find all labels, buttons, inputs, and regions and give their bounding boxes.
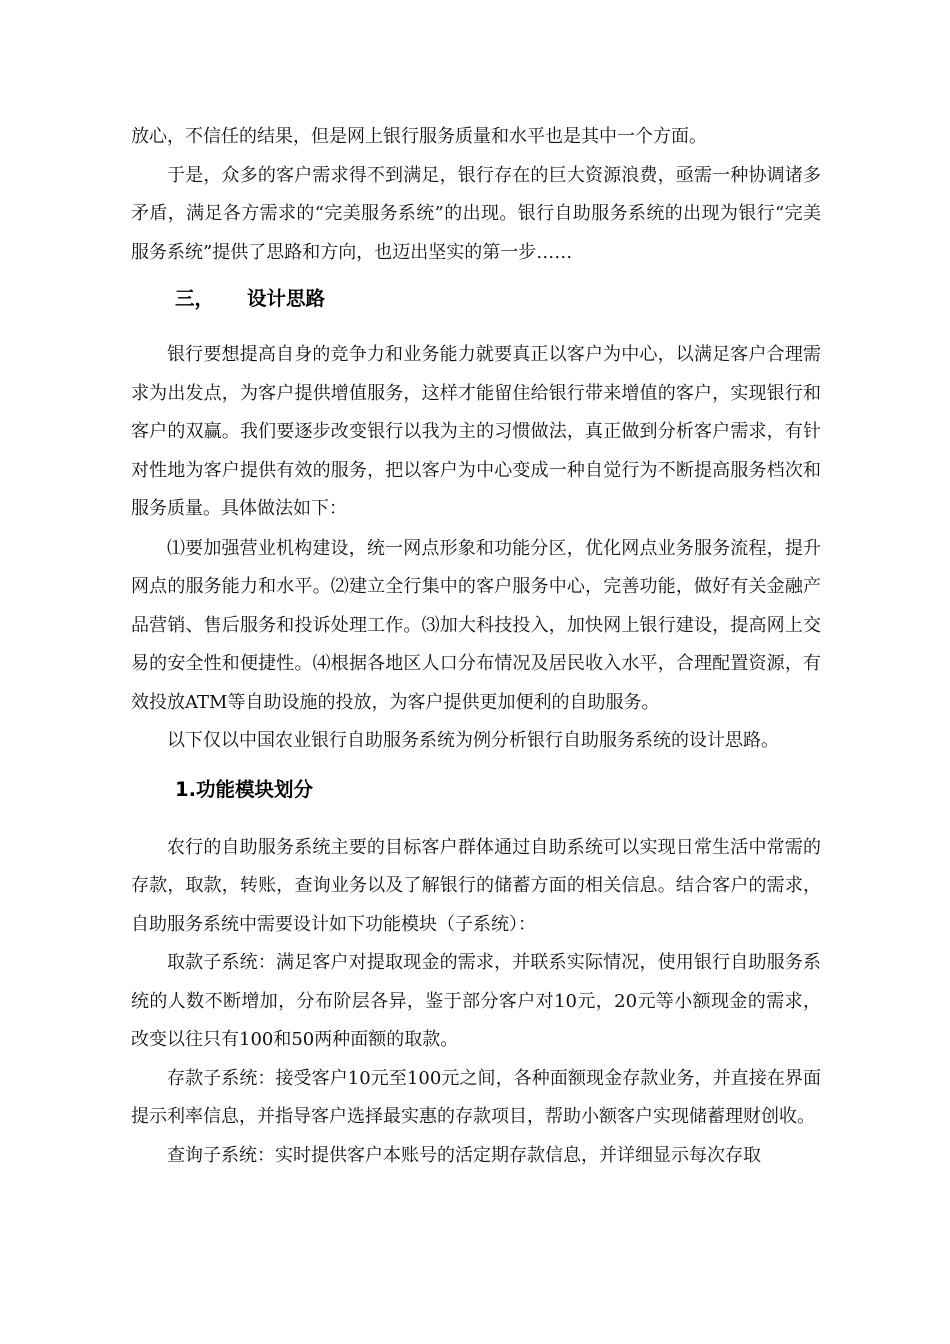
subsection-heading: 1.功能模块划分 xyxy=(175,777,313,801)
paragraph-continuation: 放心，不信任的结果，但是网上银行服务质量和水平也是其中一个方面。 xyxy=(131,126,707,147)
paragraph-measures: ⑴要加强营业机构建设，统一网点形象和功能分区，优化网点业务服务流程，提升网点的服务能力和水平。⑵建立全行集中的客户服务中心，完善功能，做好有关金融产品营销、售后服务和投诉处理工作。⑶加大科技投入，加快网上银行建设，提高网上交易的安全性和便捷性。⑷根据各地区人口分布情况及居民收入水平，合理配置资源，有效投放ATM等自助设施的投放，为客户提供更加便利的自助服务。 xyxy=(131,537,821,713)
section-number: 三， xyxy=(175,287,215,310)
section-heading xyxy=(175,280,821,318)
paragraph-modules: 农行的自助服务系统主要的目标客户群体通过自助系统可以实现日常生活中常需的存款，取款，转账，查询业务以及了解银行的储蓄方面的相关信息。结合客户的需求，自助服务系统中需要设计如下功能模块（子系统）： xyxy=(131,836,821,935)
paragraph-withdraw: 取款子系统：满足客户对提取现金的需求，并联系实际情况，使用银行自助服务系统的人数不断增加，分布阶层各异，鉴于部分客户对10元，20元等小额现金的需求，改变以往只有100和50两种面额的取款。 xyxy=(131,952,821,1050)
paragraph-design-intro: 银行要想提高自身的竞争力和业务能力就要真正以客户为中心，以满足客户合理需求为出发点，为客户提供增值服务，这样才能留住给银行带来增值的客户，实现银行和客户的双赢。我们要逐步改变银行以我为主的习惯做法，真正做到分析客户需求，有针对性地为客户提供有效的服务，把以客户为中心变成一种自觉行为不断提高服务档次和服务质量。具体做法如下： xyxy=(131,344,821,519)
paragraph-demand: 于是，众多的客户需求得不到满足，银行存在的巨大资源浪费，亟需一种协调诸多矛盾，满足各方需求的“完美服务系统”的出现。银行自助服务系统的出现为银行“完美服务系统”提供了思路和方向，也迈出坚实的第一步…… xyxy=(131,164,821,263)
paragraph-example: 以下仅以中国农业银行自助服务系统为例分析银行自助服务系统的设计思路。 xyxy=(167,730,779,751)
paragraph-deposit: 存款子系统：接受客户10元至100元之间，各种面额现金存款业务，并直接在界面提示利率信息，并指导客户选择最实惠的存款项目，帮助小额客户实现储蓄理财创收。 xyxy=(131,1067,821,1127)
section-title: 设计思路 xyxy=(247,287,326,310)
paragraph-query: 查询子系统：实时提供客户本账号的活定期存款信息，并详细显示每次存取 xyxy=(167,1144,761,1166)
document-body xyxy=(131,118,821,1175)
